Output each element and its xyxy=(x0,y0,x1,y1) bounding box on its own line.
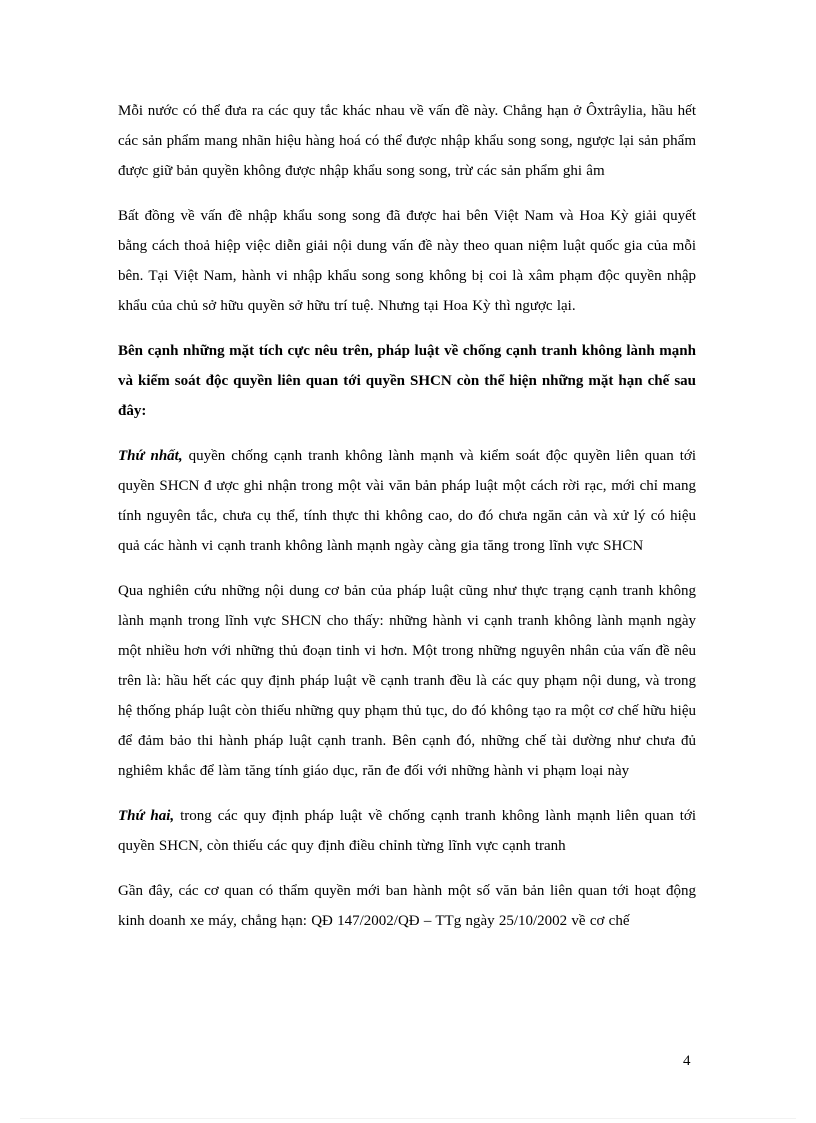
paragraph-parallel-import-rules: Mỗi nước có thể đưa ra các quy tắc khác nhau về vấn đề này. Chẳng hạn ở Ôxtrâylia, hầu hết các sản phẩm mang nhãn hiệu hàng hoá có thể được nhập khẩu song song, ngược lại sản phẩm được giữ bản quyền không được nhập khẩu song song, trừ các sản phẩm ghi âm xyxy=(118,103,696,179)
paragraph-research-findings: Qua nghiên cứu những nội dung cơ bản của pháp luật cũng như thực trạng cạnh tranh không lành mạnh trong lĩnh vực SHCN cho thấy: những hành vi cạnh tranh không lành mạnh ngày một nhiều hơn với những thủ đoạn tinh vi hơn. Một trong những nguyên nhân của vấn đề nêu trên là: hầu hết các quy định pháp luật về cạnh tranh đều là các quy phạm nội dung, và trong hệ thống pháp luật còn thiếu những quy phạm thủ tục, do đó không tạo ra một cơ chế hữu hiệu để đảm bảo thi hành pháp luật cạnh tranh. Bên cạnh đó, những chế tài dường như chưa đủ nghiêm khắc để làm tăng tính giáo dục, răn đe đối với những hành vi phạm loại này xyxy=(118,583,696,779)
paragraph-first-limitation xyxy=(118,441,696,561)
second-limitation-text: trong các quy định pháp luật về chống cạnh tranh không lành mạnh liên quan tới quyền SHCN, còn thiếu các quy định điều chỉnh từng lĩnh vực cạnh tranh xyxy=(118,808,696,854)
paragraph-vietnam-us-disagreement: Bất đồng về vấn đề nhập khẩu song song đã được hai bên Việt Nam và Hoa Kỳ giải quyết bằng cách thoả hiệp việc diễn giải nội dung vấn đề này theo quan niệm luật quốc gia của mỗi bên. Tại Việt Nam, hành vi nhập khẩu song song không bị coi là xâm phạm độc quyền nhập khẩu của chủ sở hữu quyền sở hữu trí tuệ. Nhưng tại Hoa Kỳ thì ngược lại. xyxy=(118,208,696,314)
paragraph-motorbike-regulations: Gần đây, các cơ quan có thẩm quyền mới ban hành một số văn bản liên quan tới hoạt động kinh doanh xe máy, chẳng hạn: QĐ 147/2002/QĐ – TTg ngày 25/10/2002 về cơ chế xyxy=(118,883,696,929)
page-bottom-divider xyxy=(20,1118,796,1119)
paragraph-limitations-heading: Bên cạnh những mặt tích cực nêu trên, pháp luật về chống cạnh tranh không lành mạnh và kiểm soát độc quyền liên quan tới quyền SHCN còn thể hiện những mặt hạn chế sau đây: xyxy=(118,343,696,419)
document-body xyxy=(118,96,696,951)
paragraph-second-limitation xyxy=(118,801,696,861)
second-limitation-lead: Thứ hai, xyxy=(118,808,175,824)
first-limitation-text: quyền chống cạnh tranh không lành mạnh và kiểm soát độc quyền liên quan tới quyền SHCN đ ược ghi nhận trong một vài văn bản pháp luật một cách rời rạc, mới chỉ mang tính nguyên tắc, chưa cụ thể, tính thực thi không cao, do đó chưa ngăn cản và xử lý có hiệu quả các hành vi cạnh tranh không lành mạnh ngày càng gia tăng trong lĩnh vực SHCN xyxy=(118,448,696,554)
first-limitation-lead: Thứ nhất, xyxy=(118,448,183,464)
page-number: 4 xyxy=(683,1053,691,1069)
